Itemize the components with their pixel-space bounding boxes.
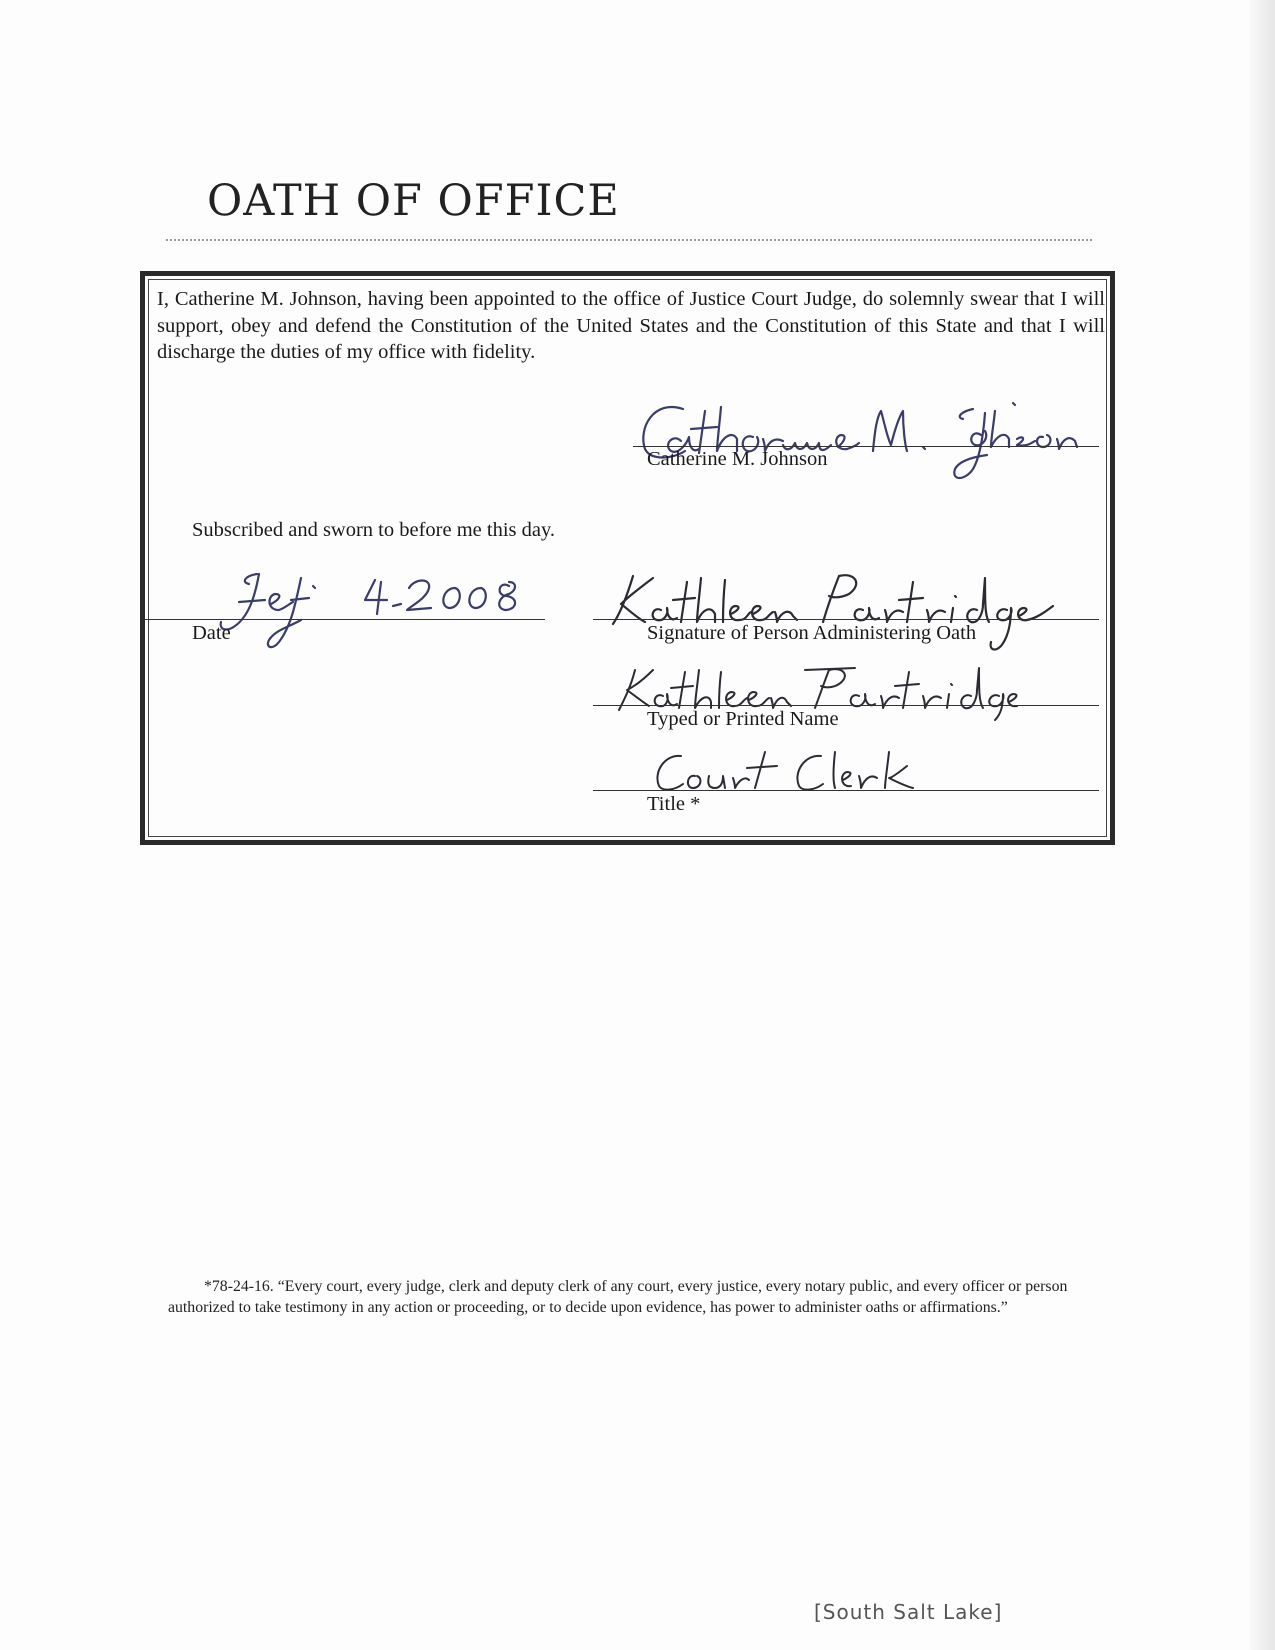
page-edge xyxy=(1249,0,1275,1650)
oath-text: I, Catherine M. Johnson, having been appointed to the office of Justice Court Judge, do solemnly swear that I will support, obey and defend the Constitution of the United States and the Constitution of this State and that I will discharge the duties of my office with fidelity. xyxy=(157,288,1105,363)
officer-signature-line xyxy=(633,446,1099,447)
title-caption: Title * xyxy=(647,793,701,815)
subscribed-statement: Subscribed and sworn to before me this day. xyxy=(192,519,556,541)
title-divider xyxy=(166,239,1092,241)
title-line xyxy=(593,790,1099,791)
date-caption: Date xyxy=(192,622,231,644)
printed-name-caption: Typed or Printed Name xyxy=(647,708,839,730)
officer-name-caption: Catherine M. Johnson xyxy=(647,448,828,470)
date-line xyxy=(145,619,545,620)
administrator-signature-line xyxy=(593,619,1099,620)
location-stamp: [South Salt Lake] xyxy=(814,1600,1003,1624)
administrator-signature-caption: Signature of Person Administering Oath xyxy=(647,622,977,644)
printed-name-line xyxy=(593,705,1099,706)
footnote xyxy=(168,1276,1088,1318)
page-title: OATH OF OFFICE xyxy=(207,176,620,226)
footnote-text: *78-24-16. “Every court, every judge, clerk and deputy clerk of any court, every justice, every notary public, and every officer or person authorized to take testimony in any action or proceeding, or to decide upon evidence, has power to administer oaths or affirmations.” xyxy=(168,1278,1068,1316)
oath-box xyxy=(140,271,1115,845)
